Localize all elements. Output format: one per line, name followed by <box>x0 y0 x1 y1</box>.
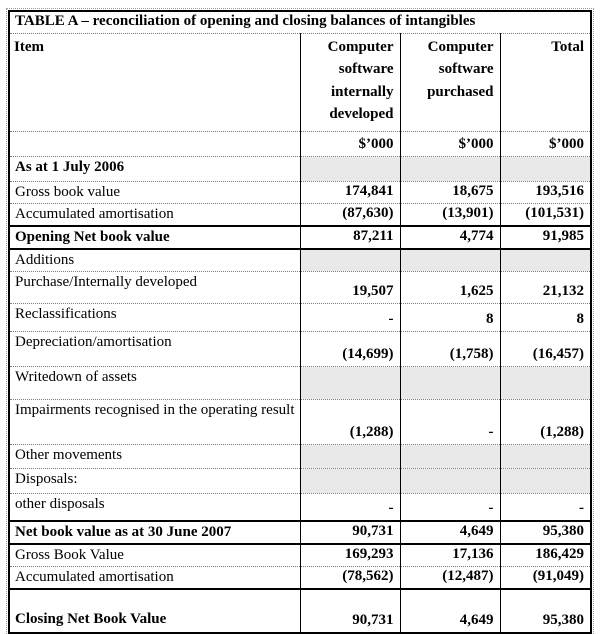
table-row <box>9 521 591 544</box>
cell-value <box>500 367 591 400</box>
cell-value <box>400 249 500 272</box>
row-label: Depreciation/amortisation <box>15 334 172 350</box>
table-row <box>9 566 591 589</box>
row-label: Other movements <box>15 447 123 463</box>
table-row <box>9 203 591 226</box>
column-header-item: Item <box>14 38 44 55</box>
cell-value: 17,136 <box>400 544 500 567</box>
units-label: $’000 <box>300 131 400 156</box>
cell-value: (87,630) <box>300 203 400 226</box>
row-label: Gross book value <box>15 183 120 200</box>
cell-value <box>500 469 591 494</box>
table-row <box>9 589 591 633</box>
cell-value: - <box>300 304 400 332</box>
table-header-row <box>9 33 591 131</box>
row-label: Closing Net Book Value <box>15 610 167 627</box>
table-row <box>9 304 591 332</box>
table-row <box>9 226 591 249</box>
column-header-total: Total <box>500 33 591 131</box>
units-empty-cell <box>9 131 300 156</box>
table-body <box>9 156 591 633</box>
column-header-software-purchased: Computer software purchased <box>400 33 500 131</box>
cell-value: (1,288) <box>500 400 591 445</box>
cell-value: 169,293 <box>300 544 400 567</box>
row-label: Disposals: <box>15 471 78 487</box>
cell-value: 8 <box>400 304 500 332</box>
table-row <box>9 272 591 304</box>
table-row <box>9 469 591 494</box>
row-label: Impairments recognised in the operating result <box>15 402 295 418</box>
units-row <box>9 131 591 156</box>
cell-value: 1,625 <box>400 272 500 304</box>
cell-value: 90,731 <box>300 521 400 544</box>
units-label: $’000 <box>400 131 500 156</box>
cell-value <box>400 156 500 181</box>
cell-value: - <box>400 400 500 445</box>
row-label: Additions <box>15 251 75 268</box>
table-row <box>9 181 591 203</box>
cell-value: - <box>500 494 591 521</box>
cell-value <box>300 469 400 494</box>
cell-value: 95,380 <box>500 589 591 633</box>
table-row <box>9 156 591 181</box>
row-label: other disposals <box>15 496 105 512</box>
row-label: Purchase/Internally developed <box>15 274 198 290</box>
row-label: Writedown of assets <box>15 369 137 385</box>
table-row <box>9 367 591 400</box>
cell-value <box>500 249 591 272</box>
row-label: Accumulated amortisation <box>15 205 174 222</box>
table-row <box>9 544 591 567</box>
cell-value: 186,429 <box>500 544 591 567</box>
cell-value: (101,531) <box>500 203 591 226</box>
column-header-software-internally-developed: Computer software internally developed <box>300 33 400 131</box>
table-row <box>9 249 591 272</box>
cell-value <box>300 156 400 181</box>
table-row <box>9 494 591 521</box>
row-label: As at 1 July 2006 <box>15 158 125 175</box>
cell-value <box>400 445 500 469</box>
cell-value <box>500 156 591 181</box>
row-label: Net book value as at 30 June 2007 <box>15 523 232 540</box>
cell-value: 21,132 <box>500 272 591 304</box>
cell-value: (16,457) <box>500 332 591 367</box>
cell-value <box>300 367 400 400</box>
intangibles-reconciliation-table <box>8 10 592 634</box>
cell-value: - <box>400 494 500 521</box>
cell-value: 4,649 <box>400 589 500 633</box>
cell-value: (14,699) <box>300 332 400 367</box>
cell-value: 4,774 <box>400 226 500 249</box>
cell-value: (12,487) <box>400 566 500 589</box>
cell-value: (78,562) <box>300 566 400 589</box>
cell-value: 4,649 <box>400 521 500 544</box>
cell-value <box>500 445 591 469</box>
row-label: Opening Net book value <box>15 228 170 245</box>
table-row <box>9 400 591 445</box>
cell-value <box>400 367 500 400</box>
cell-value: 193,516 <box>500 181 591 203</box>
cell-value <box>300 249 400 272</box>
cell-value: (1,288) <box>300 400 400 445</box>
table-row <box>9 445 591 469</box>
table-title-row <box>9 11 591 33</box>
cell-value <box>400 469 500 494</box>
cell-value: 90,731 <box>300 589 400 633</box>
row-label: Accumulated amortisation <box>15 568 174 585</box>
table-title: TABLE A – reconciliation of opening and closing balances of intangibles <box>15 13 476 30</box>
cell-value <box>300 445 400 469</box>
cell-value: 91,985 <box>500 226 591 249</box>
row-label: Gross Book Value <box>15 546 124 563</box>
cell-value: (1,758) <box>400 332 500 367</box>
cell-value: 8 <box>500 304 591 332</box>
cell-value: 19,507 <box>300 272 400 304</box>
cell-value: 174,841 <box>300 181 400 203</box>
row-label: Reclassifications <box>15 306 117 322</box>
cell-value: 87,211 <box>300 226 400 249</box>
cell-value: 18,675 <box>400 181 500 203</box>
cell-value: - <box>300 494 400 521</box>
cell-value: (13,901) <box>400 203 500 226</box>
table-row <box>9 332 591 367</box>
cell-value: 95,380 <box>500 521 591 544</box>
cell-value: (91,049) <box>500 566 591 589</box>
units-label: $’000 <box>500 131 591 156</box>
